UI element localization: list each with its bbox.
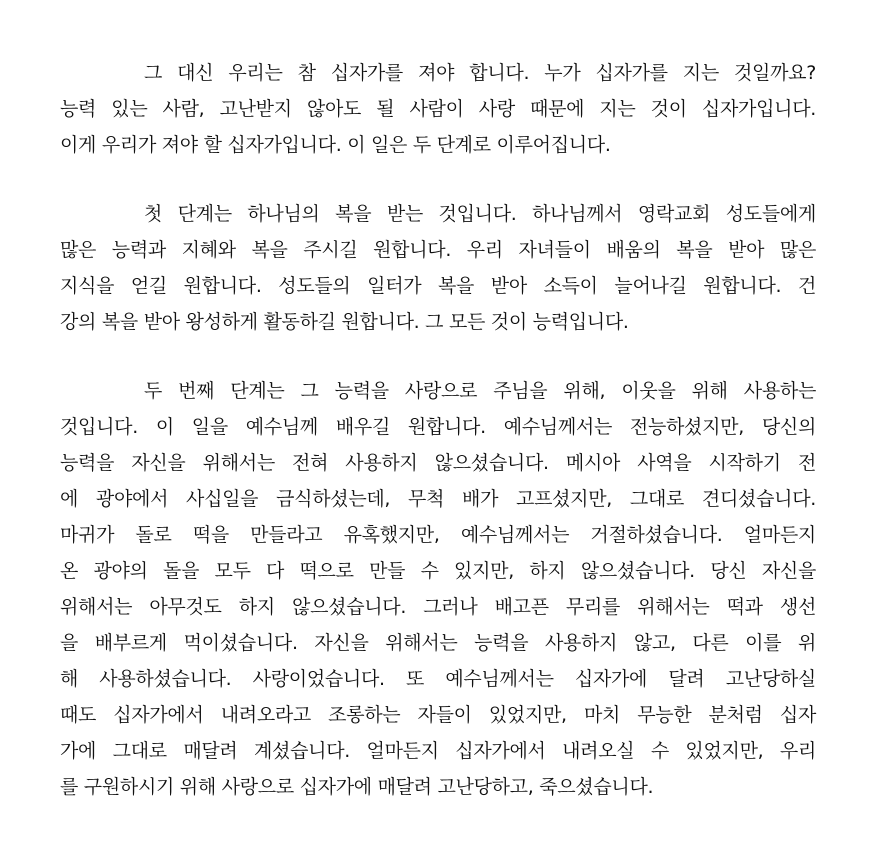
- paragraph-2: [60, 196, 816, 340]
- text-line: 가에 그대로 매달려 계셨습니다. 얼마든지 십자가에서 내려오실 수 있었지만, 우리: [60, 740, 816, 762]
- text-line: 온 광야의 돌을 모두 다 떡으로 만들 수 있지만, 하지 않으셨습니다. 당신 자신을: [60, 560, 816, 582]
- text-line: 능력 있는 사람, 고난받지 않아도 될 사람이 사랑 때문에 지는 것이 십자가입니다.: [60, 98, 816, 120]
- text-line: 를 구원하시기 위해 사랑으로 십자가에 매달려 고난당하고, 죽으셨습니다.: [60, 776, 654, 798]
- text-line: 때도 십자가에서 내려오라고 조롱하는 자들이 있었지만, 마치 무능한 분처럼 십자: [60, 704, 816, 726]
- paragraph-3: [60, 373, 816, 805]
- text-line: 이게 우리가 져야 할 십자가입니다. 이 일은 두 단계로 이루어집니다.: [60, 134, 611, 156]
- document-page: [60, 55, 816, 838]
- text-line: 마귀가 돌로 떡을 만들라고 유혹했지만, 예수님께서는 거절하셨습니다. 얼마든지: [60, 524, 816, 546]
- text-line: 첫 단계는 하나님의 복을 받는 것입니다. 하나님께서 영락교회 성도들에게: [144, 203, 816, 225]
- text-line: 에 광야에서 사십일을 금식하셨는데, 무척 배가 고프셨지만, 그대로 견디셨습니다.: [60, 488, 816, 510]
- text-line: 지식을 얻길 원합니다. 성도들의 일터가 복을 받아 소득이 늘어나길 원합니다. 건: [60, 275, 816, 297]
- text-line: 두 번째 단계는 그 능력을 사랑으로 주님을 위해, 이웃을 위해 사용하는: [144, 380, 816, 402]
- text-line: 능력을 자신을 위해서는 전혀 사용하지 않으셨습니다. 메시아 사역을 시작하기 전: [60, 452, 816, 474]
- paragraph-1: [60, 55, 816, 163]
- text-line: 을 배부르게 먹이셨습니다. 자신을 위해서는 능력을 사용하지 않고, 다른 이를 위: [60, 632, 816, 654]
- text-line: 그 대신 우리는 참 십자가를 져야 합니다. 누가 십자가를 지는 것일까요?: [144, 62, 816, 84]
- text-line: 많은 능력과 지혜와 복을 주시길 원합니다. 우리 자녀들이 배움의 복을 받아 많은: [60, 239, 816, 261]
- text-line: 것입니다. 이 일을 예수님께 배우길 원합니다. 예수님께서는 전능하셨지만, 당신의: [60, 416, 816, 438]
- text-line: 위해서는 아무것도 하지 않으셨습니다. 그러나 배고픈 무리를 위해서는 떡과 생선: [60, 596, 816, 618]
- text-line: 해 사용하셨습니다. 사랑이었습니다. 또 예수님께서는 십자가에 달려 고난당하실: [60, 668, 816, 690]
- text-line: 강의 복을 받아 왕성하게 활동하길 원합니다. 그 모든 것이 능력입니다.: [60, 311, 629, 333]
